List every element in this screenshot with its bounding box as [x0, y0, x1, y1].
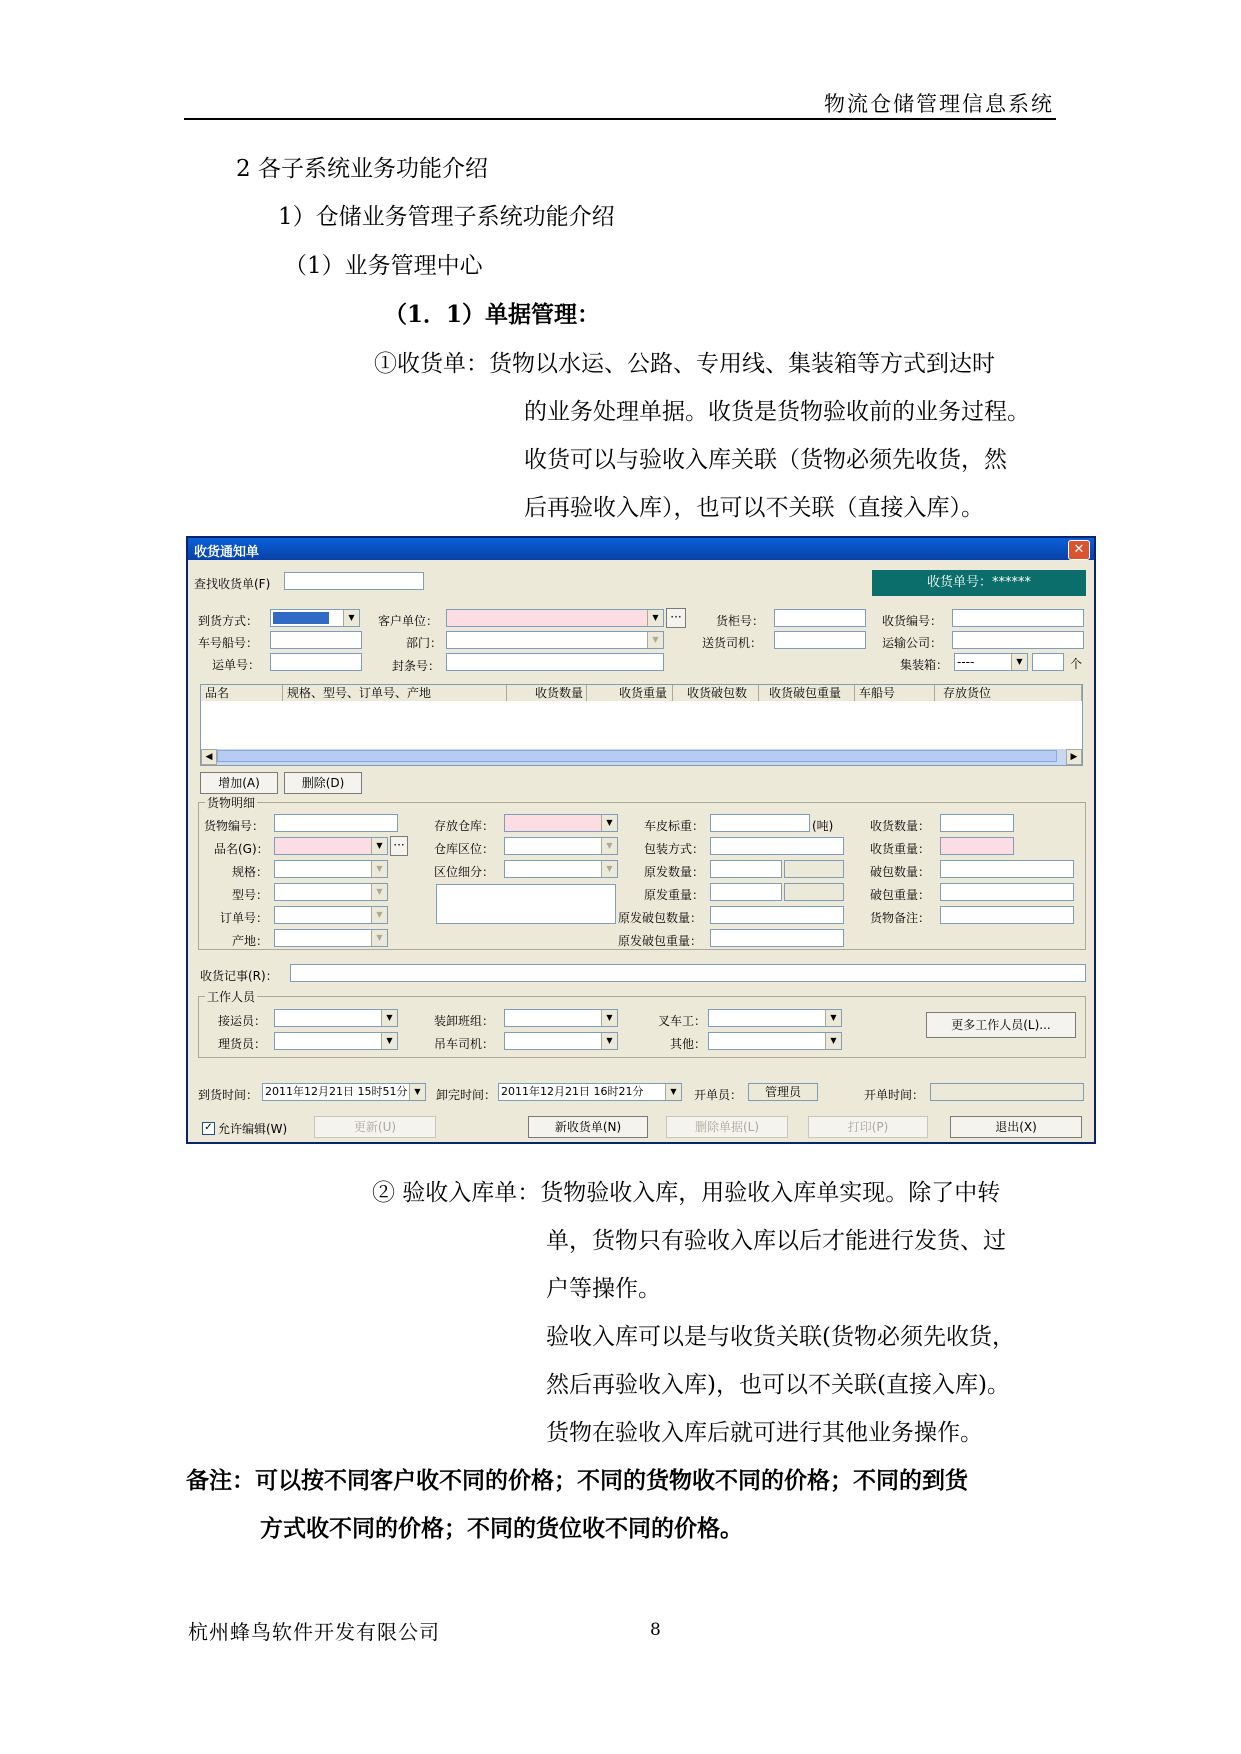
- print-button[interactable]: 打印(P): [808, 1116, 928, 1138]
- customer-select[interactable]: [446, 609, 664, 627]
- transport-label: 接运员：: [218, 1014, 267, 1028]
- delete-row-button[interactable]: 删除(D): [284, 772, 362, 794]
- receipt-code-label: 收货编号：: [882, 614, 943, 628]
- chevron-down-icon[interactable]: ▼: [1011, 654, 1027, 670]
- chevron-down-icon[interactable]: ▼: [409, 1084, 425, 1100]
- exit-button[interactable]: 退出(X): [950, 1116, 1082, 1138]
- orig-weight-unit: [784, 883, 844, 901]
- broken-qty-label: 破包数量：: [870, 865, 931, 879]
- para1-line2: 的业务处理单据。收货是货物验收前的业务过程。: [524, 399, 1030, 425]
- scroll-left-icon[interactable]: ◀: [201, 749, 217, 765]
- origin-select[interactable]: [274, 929, 388, 947]
- add-button[interactable]: 增加(A): [200, 772, 278, 794]
- goods-note-input[interactable]: [940, 906, 1074, 924]
- chevron-down-icon[interactable]: ▼: [647, 610, 663, 626]
- receipt-number-display: 收货单号：******: [872, 570, 1086, 596]
- forklift-label: 叉车工：: [658, 1014, 707, 1028]
- tare-input[interactable]: [710, 814, 810, 832]
- broken-qty-input[interactable]: [940, 860, 1074, 878]
- arrive-time-label: 到货时间：: [198, 1088, 259, 1102]
- order-select[interactable]: [274, 906, 388, 924]
- area-label: 仓库区位：: [434, 842, 495, 856]
- update-button[interactable]: 更新(U): [314, 1116, 436, 1138]
- heading-3: （1）业务管理中心: [284, 253, 483, 279]
- dept-select[interactable]: [446, 631, 664, 649]
- footer-company: 杭州蜂鸟软件开发有限公司: [188, 1620, 440, 1644]
- scroll-right-icon[interactable]: ▶: [1066, 749, 1082, 765]
- more-staff-button[interactable]: 更多工作人员(L)...: [926, 1012, 1076, 1038]
- new-receipt-button[interactable]: 新收货单(N): [528, 1116, 648, 1138]
- unit-label: 个: [1070, 657, 1083, 671]
- arrival-mode-label: 到货方式：: [198, 614, 259, 628]
- container-no-label: 货柜号：: [716, 614, 765, 628]
- chevron-down-icon[interactable]: ▼: [371, 884, 387, 900]
- close-icon[interactable]: ✕: [1068, 540, 1090, 560]
- plate-input[interactable]: [270, 631, 362, 649]
- grid-header[interactable]: 收货数量: [507, 685, 587, 701]
- warehouse-label: 存放仓库：: [434, 819, 495, 833]
- container-select[interactable]: [954, 653, 1028, 671]
- chevron-down-icon[interactable]: ▼: [381, 1033, 397, 1049]
- orig-broken-input[interactable]: [710, 906, 844, 924]
- grid-header[interactable]: 存放货位: [935, 685, 1082, 701]
- carrier-label: 运输公司：: [882, 636, 943, 650]
- warehouse-select[interactable]: [504, 814, 618, 832]
- allow-edit-checkbox[interactable]: ✓: [202, 1122, 215, 1135]
- clerk-select[interactable]: [274, 1032, 398, 1050]
- order-label: 订单号：: [220, 911, 269, 925]
- opener-label: 开单员：: [694, 1088, 743, 1102]
- name-select[interactable]: [274, 837, 388, 855]
- forklift-select[interactable]: [708, 1009, 842, 1027]
- orig-qty-unit: [784, 860, 844, 878]
- dept-label: 部门：: [406, 636, 443, 650]
- para1-line3: 收货可以与验收入库关联（货物必须先收货，然: [524, 447, 1007, 473]
- chevron-down-icon[interactable]: ▼: [371, 861, 387, 877]
- recv-qty-input[interactable]: [940, 814, 1014, 832]
- orig-qty-input[interactable]: [710, 860, 782, 878]
- orig-broken-label: 原发破包数量：: [618, 911, 703, 925]
- para2-line5: 然后再验收入库)，也可以不关联(直接入库)。: [546, 1372, 1010, 1398]
- origin-label: 产地：: [232, 934, 269, 948]
- para2-line1: ② 验收入库单：货物验收入库，用验收入库单实现。除了中转: [372, 1180, 1001, 1206]
- chevron-down-icon[interactable]: ▼: [371, 838, 387, 854]
- packing-label: 包装方式：: [644, 842, 705, 856]
- chevron-down-icon[interactable]: ▼: [371, 907, 387, 923]
- dialog-titlebar: [188, 538, 1094, 560]
- unload-time-label: 卸完时间：: [436, 1088, 497, 1102]
- grid-header[interactable]: 收货重量: [587, 685, 673, 701]
- driver-label: 送货司机：: [702, 636, 763, 650]
- dialog-title: 收货通知单: [194, 545, 260, 560]
- memo-input[interactable]: [290, 964, 1086, 982]
- grid-header[interactable]: 规格、型号、订单号、产地: [283, 685, 507, 701]
- crew-label: 装卸班组：: [434, 1014, 495, 1028]
- chevron-down-icon[interactable]: ▼: [601, 815, 617, 831]
- crane-select[interactable]: [504, 1032, 618, 1050]
- container-label: 集装箱：: [900, 658, 949, 672]
- carrier-input[interactable]: [952, 631, 1084, 649]
- transport-select[interactable]: [274, 1009, 398, 1027]
- chevron-down-icon[interactable]: ▼: [601, 861, 617, 877]
- broken-weight-input[interactable]: [940, 883, 1074, 901]
- recv-weight-input[interactable]: [940, 837, 1014, 855]
- receipt-notice-dialog: [186, 536, 1096, 1144]
- waybill-label: 运单号：: [212, 658, 261, 672]
- goods-detail-title: 货物明细: [207, 796, 256, 810]
- opener-value: 管理员: [748, 1083, 818, 1101]
- chevron-down-icon[interactable]: ▼: [601, 1010, 617, 1026]
- orig-broken-weight-input[interactable]: [710, 929, 844, 947]
- chevron-down-icon[interactable]: ▼: [825, 1010, 841, 1026]
- area-select[interactable]: [504, 837, 618, 855]
- packing-input[interactable]: [710, 837, 844, 855]
- para2-line4: 验收入库可以是与收货关联(货物必须先收货，: [546, 1324, 1015, 1350]
- broken-weight-label: 破包重量：: [870, 888, 931, 902]
- grid-header[interactable]: 收货破包数: [673, 685, 759, 701]
- delete-doc-button[interactable]: 删除单据(L): [666, 1116, 788, 1138]
- search-input[interactable]: [284, 572, 424, 590]
- unload-time-value: 2011年12月21日 16时21分: [501, 1085, 644, 1098]
- grid-header[interactable]: 收货破包重量: [759, 685, 855, 701]
- allow-edit-label: 允许编辑(W): [218, 1122, 288, 1136]
- seal-label: 封条号：: [392, 659, 441, 673]
- chevron-down-icon[interactable]: ▼: [825, 1033, 841, 1049]
- goods-note-label: 货物备注：: [870, 911, 931, 925]
- orig-qty-label: 原发数量：: [644, 865, 705, 879]
- ton-label: (吨): [812, 819, 834, 833]
- heading-2: 1）仓储业务管理子系统功能介绍: [278, 204, 615, 230]
- chevron-down-icon[interactable]: ▼: [381, 1010, 397, 1026]
- unload-time-picker[interactable]: [498, 1083, 682, 1101]
- goods-code-input[interactable]: [274, 814, 398, 832]
- running-header: 物流仓储管理信息系统: [824, 92, 1054, 116]
- model-select[interactable]: [274, 883, 388, 901]
- other-label: 其他：: [670, 1037, 707, 1051]
- chevron-down-icon[interactable]: ▼: [371, 930, 387, 946]
- note-line1: 备注：可以按不同客户收不同的价格；不同的货物收不同的价格；不同的到货: [186, 1467, 968, 1494]
- seal-input[interactable]: [446, 653, 664, 671]
- orig-broken-weight-label: 原发破包重量：: [618, 934, 703, 948]
- orig-weight-input[interactable]: [710, 883, 782, 901]
- open-time-value: [930, 1083, 1084, 1101]
- chevron-down-icon[interactable]: ▼: [601, 1033, 617, 1049]
- chevron-down-icon[interactable]: ▼: [647, 632, 663, 648]
- plate-label: 车号船号：: [198, 636, 259, 650]
- model-label: 型号：: [232, 888, 269, 902]
- waybill-input[interactable]: [270, 653, 362, 671]
- area-detail-label: 区位细分：: [434, 865, 495, 879]
- crane-label: 吊车司机：: [434, 1037, 495, 1051]
- name-label: 品名(G)：: [214, 842, 269, 856]
- orig-weight-label: 原发重量：: [644, 888, 705, 902]
- receipt-code-input[interactable]: [952, 609, 1084, 627]
- tare-label: 车皮标重：: [644, 819, 705, 833]
- recv-qty-label: 收货数量：: [870, 819, 931, 833]
- crew-select[interactable]: [504, 1009, 618, 1027]
- para2-line6: 货物在验收入库后就可进行其他业务操作。: [546, 1420, 983, 1446]
- chevron-down-icon[interactable]: ▼: [343, 610, 359, 626]
- spec-label: 规格：: [232, 865, 269, 879]
- location-textarea[interactable]: [436, 884, 616, 924]
- header-rule: [184, 118, 1056, 120]
- driver-input[interactable]: [774, 631, 866, 649]
- goods-grid[interactable]: [200, 684, 1083, 766]
- recv-weight-label: 收货重量：: [870, 842, 931, 856]
- container-count-input[interactable]: [1032, 653, 1064, 671]
- para1-line4: 后再验收入库），也可以不关联（直接入库）。: [524, 495, 984, 521]
- container-no-input[interactable]: [774, 609, 866, 627]
- chevron-down-icon[interactable]: ▼: [601, 838, 617, 854]
- memo-label: 收货记事(R)：: [200, 969, 278, 983]
- name-browse-button[interactable]: ···: [390, 836, 408, 856]
- heading-4: （1．1）单据管理：: [384, 301, 601, 328]
- container-select-value: ----: [957, 655, 975, 669]
- chevron-down-icon[interactable]: ▼: [665, 1084, 681, 1100]
- para2-line3: 户等操作。: [546, 1276, 661, 1302]
- horizontal-scrollbar[interactable]: [201, 749, 1082, 765]
- search-label: 查找收货单(F): [194, 577, 271, 591]
- staff-group-title: 工作人员: [207, 990, 256, 1004]
- page-number: 8: [650, 1620, 661, 1640]
- note-line2: 方式收不同的价格；不同的货位收不同的价格。: [260, 1515, 743, 1542]
- customer-label: 客户单位：: [378, 614, 439, 628]
- goods-code-label: 货物编号：: [204, 819, 265, 833]
- grid-header[interactable]: 品名: [201, 685, 283, 701]
- para1-line1: ①收货单：货物以水运、公路、专用线、集装箱等方式到达时: [374, 351, 995, 377]
- scrollbar-thumb[interactable]: [217, 750, 1057, 762]
- customer-browse-button[interactable]: ···: [666, 608, 686, 628]
- clerk-label: 理货员：: [218, 1037, 267, 1051]
- arrival-mode-select[interactable]: [270, 609, 360, 627]
- arrive-time-picker[interactable]: [262, 1083, 426, 1101]
- para2-line2: 单，货物只有验收入库以后才能进行发货、过: [546, 1228, 1006, 1254]
- open-time-label: 开单时间：: [864, 1088, 925, 1102]
- other-select[interactable]: [708, 1032, 842, 1050]
- spec-select[interactable]: [274, 860, 388, 878]
- grid-header[interactable]: 车船号: [855, 685, 935, 701]
- area-detail-select[interactable]: [504, 860, 618, 878]
- arrive-time-value: 2011年12月21日 15时51分: [265, 1085, 408, 1098]
- heading-1: 2 各子系统业务功能介绍: [236, 156, 488, 182]
